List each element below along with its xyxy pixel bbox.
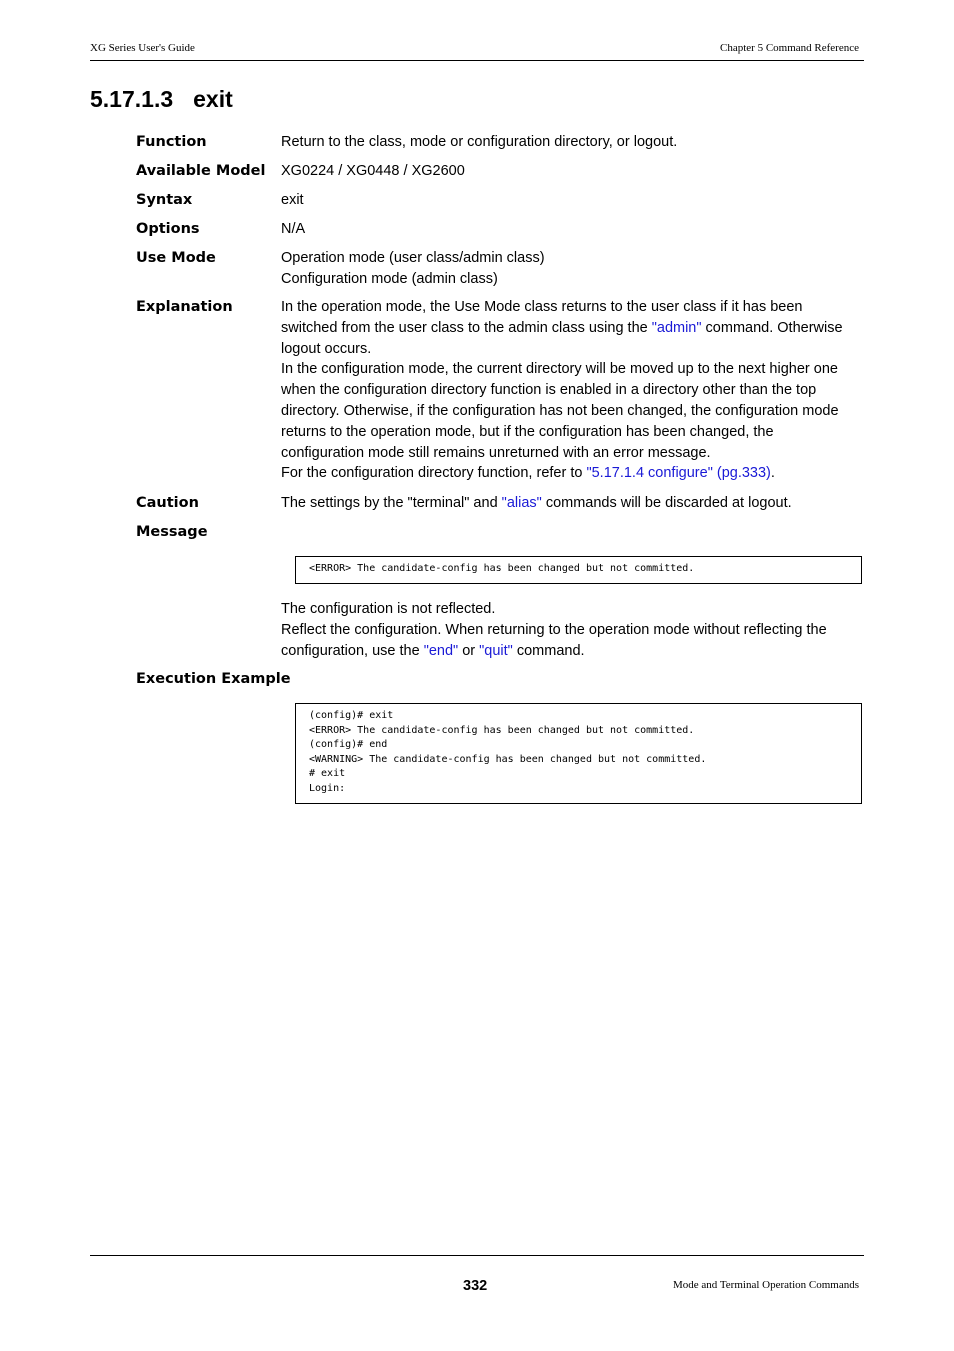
message-description	[281, 599, 861, 661]
message-description-line: Reflect the configuration. When returning to the operation mode without reflecting the	[281, 621, 827, 638]
options-text: N/A	[281, 221, 306, 237]
message-code-box	[295, 556, 862, 584]
admin-command-link[interactable]: "admin"	[651, 319, 702, 336]
message-text: command.	[512, 642, 585, 659]
caution-value	[281, 493, 861, 514]
message-text: or	[458, 642, 480, 659]
use-mode-value	[281, 248, 861, 290]
explanation-text: switched from the user class to the admin class using the	[281, 319, 652, 336]
section-title: exit	[193, 86, 233, 112]
code-line: <ERROR> The candidate-config has been changed but not committed.	[309, 724, 695, 736]
section-heading	[90, 86, 233, 113]
explanation-value	[281, 297, 861, 484]
explanation-line: when the configuration directory function is enabled in a directory other than the top	[281, 382, 817, 399]
page-number: 332	[463, 1278, 488, 1294]
explanation-line: returns to the operation mode, but if the configuration has been changed, the	[281, 423, 774, 440]
explanation-text: .	[770, 465, 775, 482]
syntax-value	[281, 190, 861, 211]
function-value	[281, 132, 861, 153]
available-model-text: XG0224 / XG0448 / XG2600	[281, 163, 465, 179]
available-model-value	[281, 161, 861, 182]
explanation-line	[281, 463, 861, 484]
code-line: <WARNING> The candidate-config has been changed but not committed.	[309, 753, 707, 765]
header-divider	[90, 60, 864, 61]
execution-example-code-box	[295, 703, 862, 804]
running-header-left: XG Series User's Guide	[90, 42, 195, 54]
code-line: (config)# end	[309, 739, 388, 751]
caution-text: commands will be discarded at logout.	[541, 495, 792, 511]
explanation-line: logout occurs.	[281, 340, 372, 357]
use-mode-line: Operation mode (user class/admin class)	[281, 250, 545, 266]
explanation-line	[281, 318, 861, 339]
function-text: Return to the class, mode or configuration directory, or logout.	[281, 134, 678, 150]
section-number: 5.17.1.3	[90, 86, 174, 112]
caution-label: Caution	[136, 495, 199, 511]
explanation-line: configuration mode still remains unreturned with an error message.	[281, 444, 711, 461]
explanation-line: In the configuration mode, the current directory will be moved up to the next higher one	[281, 361, 838, 378]
message-description-line: The configuration is not reflected.	[281, 601, 496, 617]
options-label: Options	[136, 221, 200, 237]
message-text: configuration, use the	[281, 642, 424, 659]
configure-reference-link[interactable]: "5.17.1.4 configure" (pg.333)	[586, 465, 771, 482]
code-line: Login:	[309, 782, 346, 794]
quit-command-link[interactable]: "quit"	[479, 642, 513, 659]
function-label: Function	[136, 134, 207, 150]
caution-line	[281, 493, 861, 514]
available-model-label: Available Model	[136, 163, 266, 179]
explanation-line: In the operation mode, the Use Mode class returns to the user class if it has been	[281, 299, 803, 315]
running-header-right: Chapter 5 Command Reference	[720, 42, 859, 54]
use-mode-line: Configuration mode (admin class)	[281, 270, 498, 287]
explanation-text: For the configuration directory function, refer to	[281, 465, 587, 482]
end-command-link[interactable]: "end"	[423, 642, 459, 659]
message-code-line: <ERROR> The candidate-config has been changed but not committed.	[309, 563, 695, 574]
footer-divider	[90, 1255, 864, 1256]
use-mode-label: Use Mode	[136, 250, 216, 266]
alias-command-link[interactable]: "alias"	[501, 495, 542, 511]
running-footer-right: Mode and Terminal Operation Commands	[673, 1279, 859, 1291]
code-line: # exit	[309, 768, 346, 780]
syntax-text: exit	[281, 192, 304, 208]
message-label: Message	[136, 524, 208, 540]
caution-text: The settings by the "terminal" and	[281, 495, 502, 511]
execution-example-label: Execution Example	[136, 671, 291, 687]
code-line: (config)# exit	[309, 710, 394, 721]
explanation-line: directory. Otherwise, if the configuration has not been changed, the configuration mode	[281, 402, 839, 419]
message-description-line	[281, 641, 861, 662]
options-value	[281, 219, 861, 240]
explanation-text: command. Otherwise	[701, 319, 843, 336]
syntax-label: Syntax	[136, 192, 193, 208]
explanation-label: Explanation	[136, 299, 233, 315]
